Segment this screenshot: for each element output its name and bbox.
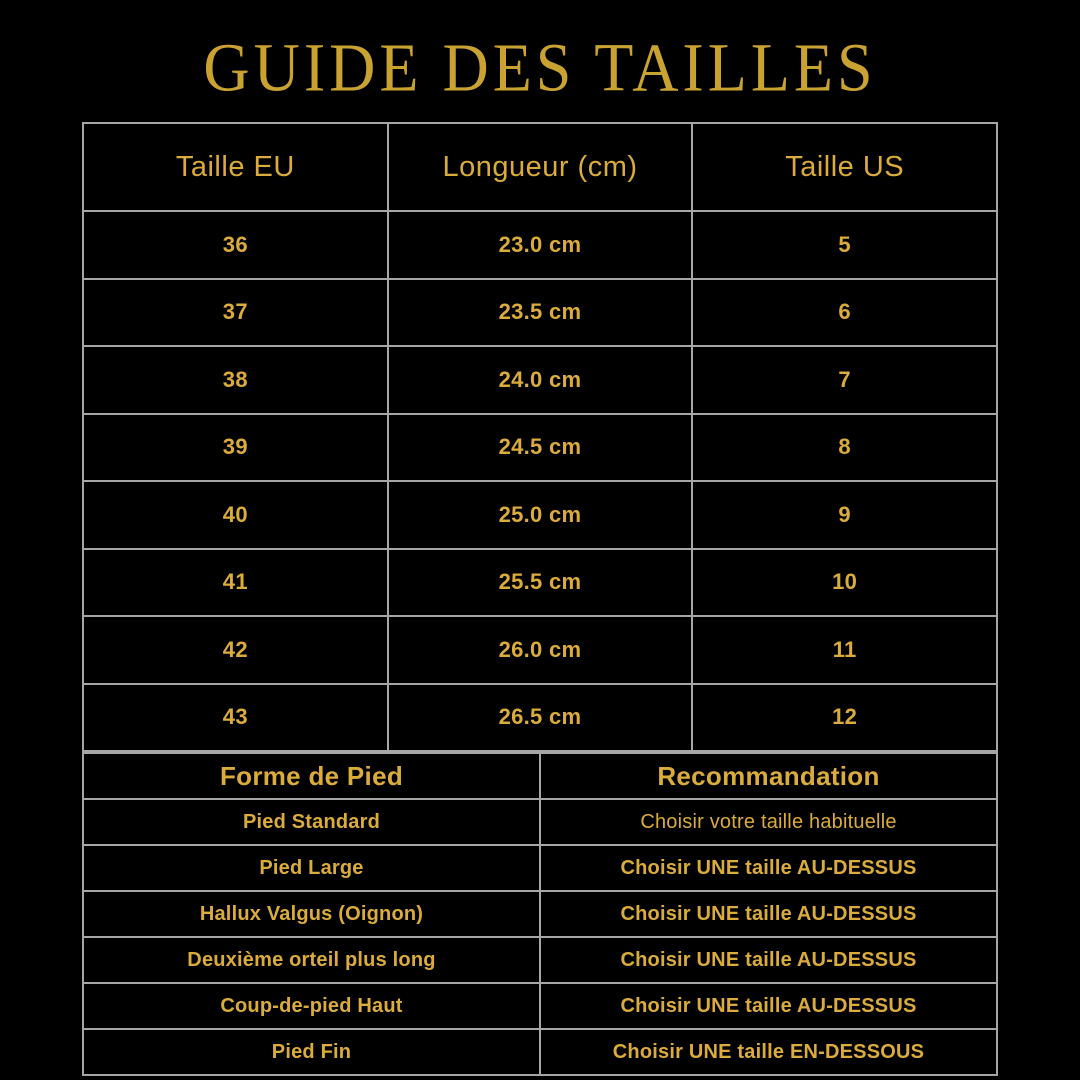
eu-size-cell: 36	[83, 211, 388, 279]
length-cell: 24.0 cm	[388, 346, 693, 414]
size-conversion-table	[82, 122, 998, 752]
length-cell: 26.0 cm	[388, 616, 693, 684]
eu-size-cell: 37	[83, 279, 388, 347]
advice-cell: Choisir UNE taille EN-DESSOUS	[540, 1029, 997, 1075]
foot-shape-cell: Pied Fin	[83, 1029, 540, 1075]
foot-shape-cell: Pied Large	[83, 845, 540, 891]
recommendation-row	[83, 799, 997, 845]
size-row	[83, 616, 997, 684]
foot-shape-cell: Coup-de-pied Haut	[83, 983, 540, 1029]
foot-shape-recommendation-table	[82, 752, 998, 1076]
recommendation-row	[83, 845, 997, 891]
us-size-cell: 6	[692, 279, 997, 347]
foot-shape-cell: Hallux Valgus (Oignon)	[83, 891, 540, 937]
recommendation-row	[83, 891, 997, 937]
length-cell: 25.0 cm	[388, 481, 693, 549]
eu-size-cell: 40	[83, 481, 388, 549]
us-size-cell: 10	[692, 549, 997, 617]
header-taille-us: Taille US	[692, 123, 997, 211]
length-cell: 25.5 cm	[388, 549, 693, 617]
eu-size-cell: 43	[83, 684, 388, 752]
header-forme-de-pied: Forme de Pied	[83, 753, 540, 799]
recommendation-row	[83, 937, 997, 983]
us-size-cell: 12	[692, 684, 997, 752]
reco-table-header-row	[83, 753, 997, 799]
advice-cell: Choisir votre taille habituelle	[540, 799, 997, 845]
header-recommandation: Recommandation	[540, 753, 997, 799]
foot-shape-cell: Pied Standard	[83, 799, 540, 845]
us-size-cell: 5	[692, 211, 997, 279]
eu-size-cell: 41	[83, 549, 388, 617]
us-size-cell: 7	[692, 346, 997, 414]
length-cell: 23.0 cm	[388, 211, 693, 279]
advice-cell: Choisir UNE taille AU-DESSUS	[540, 891, 997, 937]
recommendation-row	[83, 1029, 997, 1075]
size-table-header-row	[83, 123, 997, 211]
length-cell: 24.5 cm	[388, 414, 693, 482]
us-size-cell: 11	[692, 616, 997, 684]
eu-size-cell: 39	[83, 414, 388, 482]
title-wrap	[0, 0, 1080, 122]
page-title: GUIDE DES TAILLES	[203, 29, 877, 106]
length-cell: 26.5 cm	[388, 684, 693, 752]
eu-size-cell: 38	[83, 346, 388, 414]
size-row	[83, 684, 997, 752]
size-row	[83, 414, 997, 482]
foot-shape-cell: Deuxième orteil plus long	[83, 937, 540, 983]
header-taille-eu: Taille EU	[83, 123, 388, 211]
recommendation-row	[83, 983, 997, 1029]
size-row	[83, 346, 997, 414]
length-cell: 23.5 cm	[388, 279, 693, 347]
advice-cell: Choisir UNE taille AU-DESSUS	[540, 937, 997, 983]
advice-cell: Choisir UNE taille AU-DESSUS	[540, 983, 997, 1029]
size-row	[83, 549, 997, 617]
advice-cell: Choisir UNE taille AU-DESSUS	[540, 845, 997, 891]
size-row	[83, 481, 997, 549]
us-size-cell: 8	[692, 414, 997, 482]
size-row	[83, 211, 997, 279]
us-size-cell: 9	[692, 481, 997, 549]
eu-size-cell: 42	[83, 616, 388, 684]
size-row	[83, 279, 997, 347]
header-longueur-cm: Longueur (cm)	[388, 123, 693, 211]
